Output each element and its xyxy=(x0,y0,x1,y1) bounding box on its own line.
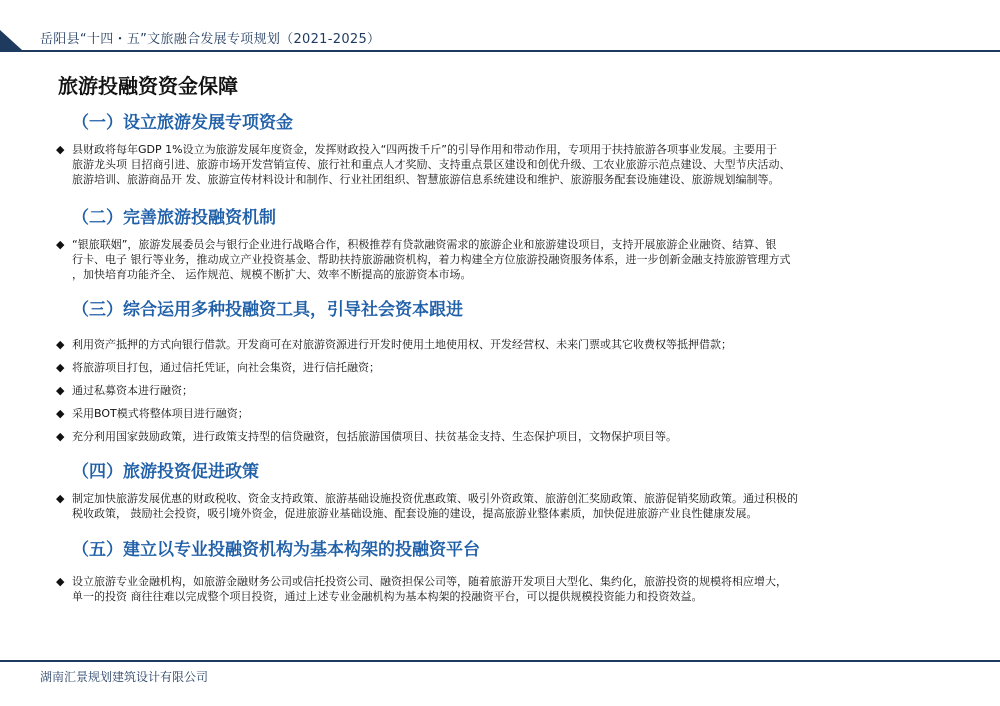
header-divider xyxy=(0,50,1000,52)
list-item-text: 通过私募资本进行融资； xyxy=(72,384,193,397)
paragraph-line: 县财政将每年GDP 1%设立为旅游发展年度资金，发挥财政投入“四两拨千斤”的引导作用和带动作用，专项用于扶持旅游各项事业发展。主要用于 xyxy=(72,143,777,156)
paragraph-line: 单一的投资 商往往难以完成整个项目投资，通过上述专业金融机构为基本构架的投融资平台，可以提供规模投资能力和投资效益。 xyxy=(72,590,703,603)
page-title: 旅游投融资资金保障 xyxy=(58,74,238,98)
section-heading-4: （四）旅游投资促进政策 xyxy=(72,462,259,482)
footer-divider xyxy=(0,660,1000,662)
section-heading-3: （三）综合运用多种投融资工具，引导社会资本跟进 xyxy=(72,300,463,320)
footer-company-name: 湖南汇景规划建筑设计有限公司 xyxy=(40,670,209,684)
section-heading-5: （五）建立以专业投融资机构为基本构架的投融资平台 xyxy=(72,540,480,560)
header-corner-mark xyxy=(0,30,22,50)
paragraph-line: 制定加快旅游发展优惠的财政税收、资金支持政策、旅游基础设施投资优惠政策、吸引外资政策、旅游创汇奖励政策、旅游促销奖励政策。通过积极的 xyxy=(72,492,798,505)
paragraph-line: 设立旅游专业金融机构，如旅游金融财务公司或信托投资公司、融资担保公司等，随着旅游开发项目大型化、集约化，旅游投资的规模将相应增大， xyxy=(72,575,787,588)
diamond-bullet-icon: ◆ xyxy=(56,238,65,251)
paragraph-line: 行卡、电子 银行等业务，推动成立产业投资基金、帮助扶持旅游融资机构，着力构建全方位旅游投融资服务体系，进一步创新金融支持旅游管理方式 xyxy=(72,253,791,266)
section-2-paragraph xyxy=(56,237,964,282)
section-5-paragraph xyxy=(56,574,964,604)
section-heading-1: （一）设立旅游发展专项资金 xyxy=(72,113,293,133)
list-item-text: 充分利用国家鼓励政策，进行政策支持型的信贷融资，包括旅游国债项目、扶贫基金支持、生态保护项目，文物保护项目等。 xyxy=(72,430,677,443)
section-heading-2: （二）完善旅游投融资机制 xyxy=(72,208,276,228)
list-item xyxy=(56,337,732,352)
list-item-text: 利用资产抵押的方式向银行借款。开发商可在对旅游资源进行开发时使用土地使用权、开发经营权、未来门票或其它收费权等抵押借款； xyxy=(72,338,732,351)
paragraph-line: ，加快培育功能齐全、 运作规范、规模不断扩大、效率不断提高的旅游资本市场。 xyxy=(72,268,472,281)
diamond-bullet-icon: ◆ xyxy=(56,407,65,420)
section-4-paragraph xyxy=(56,491,964,521)
list-item-text: 采用BOT模式将整体项目进行融资； xyxy=(72,407,249,420)
list-item-text: 将旅游项目打包，通过信托凭证，向社会集资，进行信托融资； xyxy=(72,361,380,374)
paragraph-line: 旅游培训、旅游商品开 发、旅游宣传材料设计和制作、行业社团组织、智慧旅游信息系统建设和维护、旅游服务配套设施建设、旅游规划编制等。 xyxy=(72,173,780,186)
diamond-bullet-icon: ◆ xyxy=(56,430,65,443)
paragraph-line: “银旅联姻”，旅游发展委员会与银行企业进行战略合作，积极推荐有贷款融资需求的旅游企业和旅游建设项目，支持开展旅游企业融资、结算、银 xyxy=(72,238,777,251)
document-header-title: 岳阳县“十四・五”文旅融合发展专项规划（2021-2025） xyxy=(40,32,381,47)
list-item xyxy=(56,406,249,421)
diamond-bullet-icon: ◆ xyxy=(56,384,65,397)
diamond-bullet-icon: ◆ xyxy=(56,361,65,374)
list-item xyxy=(56,360,380,375)
paragraph-line: 旅游龙头项 目招商引进、旅游市场开发营销宣传、旅行社和重点人才奖励、支持重点景区建设和创优升级、工农业旅游示范点建设、大型节庆活动、 xyxy=(72,158,791,171)
diamond-bullet-icon: ◆ xyxy=(56,338,65,351)
diamond-bullet-icon: ◆ xyxy=(56,492,65,505)
paragraph-line: 税收政策， 鼓励社会投资，吸引境外资金，促进旅游业基础设施、配套设施的建设，提高旅游业整体素质，加快促进旅游产业良性健康发展。 xyxy=(72,507,758,520)
section-1-paragraph xyxy=(56,142,964,187)
list-item xyxy=(56,383,193,398)
diamond-bullet-icon: ◆ xyxy=(56,143,65,156)
diamond-bullet-icon: ◆ xyxy=(56,575,65,588)
list-item xyxy=(56,429,677,444)
